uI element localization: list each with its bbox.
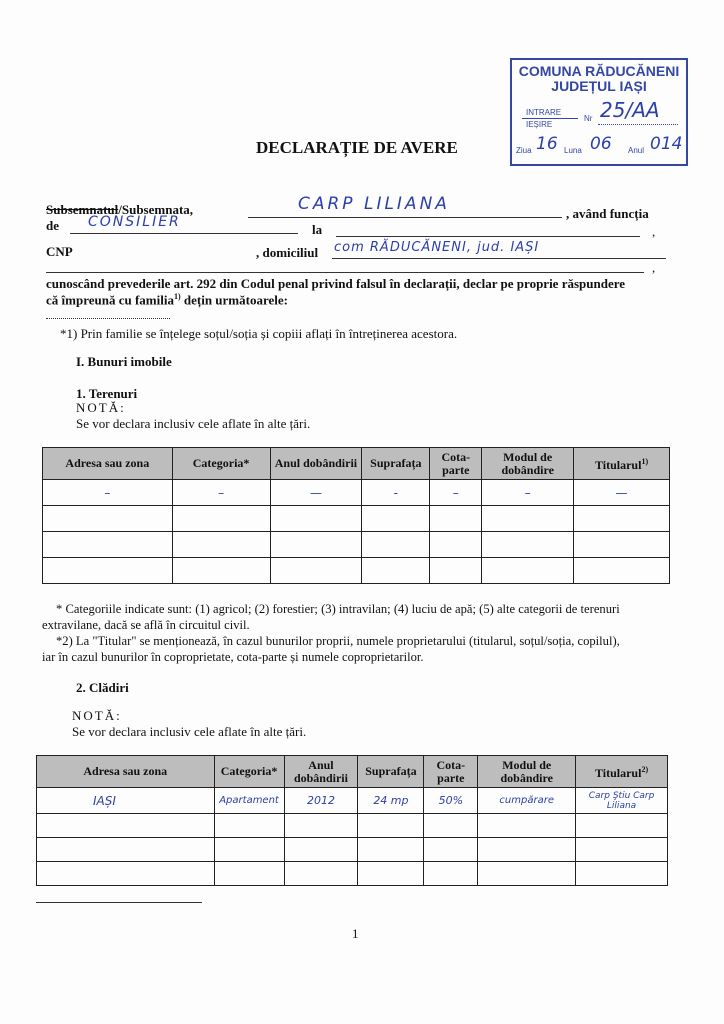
avand-functia-label: , având funcția: [566, 206, 649, 221]
table-cell: [362, 558, 430, 584]
table-cell: [574, 506, 670, 532]
table-cell: —: [270, 480, 362, 506]
stamp-luna-value: 06: [590, 134, 612, 154]
col-titular-sup: 2): [641, 765, 649, 774]
stamp-iesire: IEȘIRE: [526, 120, 553, 129]
table-cell: [358, 814, 424, 838]
col-titular-label: Titularul: [594, 766, 642, 780]
table-row: [43, 558, 670, 584]
table-cell: [214, 862, 284, 886]
cladiri-header-row: [37, 756, 668, 788]
terenuri-table: [42, 447, 670, 584]
table-cell: –: [430, 480, 482, 506]
table-cell: -: [362, 480, 430, 506]
de-label: de: [46, 218, 59, 233]
table-cell: 2012: [284, 788, 358, 814]
table-cell: [362, 532, 430, 558]
table-cell: –: [482, 480, 574, 506]
note-titular-1: *2) La "Titular" se menționează, în cazul bunurilor proprii, numele proprietarului (titularul, soțul/soția, copilul),: [56, 634, 620, 648]
table-cell: [430, 558, 482, 584]
subsemnata-label: /Subsemnata,: [118, 202, 194, 217]
terenuri-heading: 1. Terenuri: [76, 386, 138, 401]
table-cell: [270, 532, 362, 558]
col-modul: Modul de dobândire: [478, 756, 576, 788]
col-suprafata: Suprafața: [358, 756, 424, 788]
table-cell: 24 mp: [358, 788, 424, 814]
col-adresa: Adresa sau zona: [37, 756, 215, 788]
table-cell: Apartament: [214, 788, 284, 814]
table-cell: [43, 558, 173, 584]
terenuri-nota-text: Se vor declara inclusiv cele aflate în alte țări.: [76, 416, 311, 431]
note-categories-1: * Categoriile indicate sunt: (1) agricol; (2) forestier; (3) intravilan; (4) luciu de apă; (5) alte categorii de terenuri: [56, 602, 620, 616]
table-row: [37, 862, 668, 886]
col-cota: Cota-parte: [430, 448, 482, 480]
stamp-luna-label: Luna: [564, 146, 582, 155]
subsemnatul-struck: Subsemnatul: [46, 202, 119, 217]
footnote-separator: [36, 902, 202, 903]
table-cell: [576, 838, 668, 862]
table-cell: [270, 558, 362, 584]
table-cell: [43, 532, 173, 558]
table-cell: [482, 532, 574, 558]
cladiri-table: [36, 755, 668, 886]
table-cell: IAȘI: [37, 788, 215, 814]
col-cota: Cota-parte: [424, 756, 478, 788]
table-cell: [358, 838, 424, 862]
table-cell: [37, 814, 215, 838]
table-cell: [478, 862, 576, 886]
table-cell: [284, 862, 358, 886]
col-titular-sup: 1): [641, 457, 649, 466]
table-cell: [172, 558, 270, 584]
col-adresa: Adresa sau zona: [43, 448, 173, 480]
table-cell: cumpărare: [478, 788, 576, 814]
stamp-intrare: INTRARE: [526, 108, 562, 117]
domiciliul-value: com RĂDUCĂNENI, jud. IAȘI: [334, 240, 540, 255]
cunoscand-line1: cunoscând prevederile art. 292 din Codul penal privind falsul în declarații, declar pe proprie răspundere: [46, 276, 626, 291]
table-cell: [214, 814, 284, 838]
table-cell: [37, 862, 215, 886]
table-cell: –: [172, 480, 270, 506]
table-cell: [478, 838, 576, 862]
note-categories-2: extravilane, dacă se află în circuitul civil.: [42, 618, 250, 632]
table-cell: [430, 532, 482, 558]
stamp-ziua-label: Ziua: [516, 146, 532, 155]
col-titular: [576, 756, 668, 788]
table-row: [43, 506, 670, 532]
terenuri-header-row: [43, 448, 670, 480]
page-title: DECLARAȚIE DE AVERE: [256, 138, 458, 157]
col-titular-label: Titularul: [594, 458, 642, 472]
col-anul: Anul dobândirii: [284, 756, 358, 788]
table-cell: [270, 506, 362, 532]
table-cell: Carp Ştiu Carp Liliana: [576, 788, 668, 814]
comma-2: ,: [652, 260, 656, 275]
stamp-nr-label: Nr: [584, 114, 593, 123]
col-categoria: Categoria*: [214, 756, 284, 788]
table-cell: [214, 838, 284, 862]
domiciliul-label: , domiciliul: [256, 245, 319, 260]
stamp-nr-value: 25/AA: [600, 98, 660, 122]
col-titular: [574, 448, 670, 480]
table-cell: [424, 862, 478, 886]
table-cell: [284, 838, 358, 862]
table-cell: [43, 506, 173, 532]
section1-heading: I. Bunuri imobile: [76, 354, 172, 369]
table-cell: [430, 506, 482, 532]
cunoscand-line2-b: dețin următoarele:: [180, 292, 288, 308]
table-cell: [482, 506, 574, 532]
footnote-family: *1) Prin familie se înțelege soțul/soția și copiii aflați în întreținerea acestora.: [60, 326, 458, 341]
table-cell: [424, 814, 478, 838]
table-cell: [574, 532, 670, 558]
table-row: [37, 814, 668, 838]
cladiri-nota-text: Se vor declara inclusiv cele aflate în alte țări.: [72, 724, 307, 739]
cnp-label: CNP: [46, 244, 73, 259]
stamp-anul-label: Anul: [628, 146, 645, 155]
table-row: [43, 480, 670, 506]
stamp-ziua-value: 16: [536, 134, 558, 154]
stamp-line1: COMUNA RĂDUCĂNENI: [518, 63, 680, 79]
table-cell: [574, 558, 670, 584]
table-cell: —: [574, 480, 670, 506]
comma-1: ,: [652, 224, 656, 239]
name-value: CARP LILIANA: [298, 194, 450, 214]
table-cell: [362, 506, 430, 532]
table-cell: [424, 838, 478, 862]
terenuri-nota-label: NOTĂ:: [76, 400, 126, 415]
table-cell: [172, 506, 270, 532]
col-anul: Anul dobândirii: [270, 448, 362, 480]
page-number: 1: [352, 926, 359, 941]
col-modul: Modul de dobândire: [482, 448, 574, 480]
family-sup: 1): [173, 292, 181, 301]
table-row: [43, 532, 670, 558]
cladiri-nota-label: NOTĂ:: [72, 708, 122, 723]
col-suprafata: Suprafața: [362, 448, 430, 480]
table-cell: [576, 862, 668, 886]
table-cell: [482, 558, 574, 584]
table-cell: [172, 532, 270, 558]
table-cell: –: [43, 480, 173, 506]
table-cell: [284, 814, 358, 838]
note-titular-2: iar în cazul bunurilor în coproprietate, cota-parte și numele coproprietarilor.: [42, 650, 424, 664]
stamp-anul-value: 014: [650, 134, 683, 154]
cunoscand-line2: [46, 292, 288, 308]
table-cell: [576, 814, 668, 838]
table-cell: 50%: [424, 788, 478, 814]
functia-value: CONSILIER: [88, 214, 181, 230]
cladiri-heading: 2. Clădiri: [76, 680, 129, 695]
col-categoria: Categoria*: [172, 448, 270, 480]
table-cell: [478, 814, 576, 838]
registration-stamp: [510, 58, 688, 166]
table-row: [37, 788, 668, 814]
stamp-line2: JUDEȚUL IAȘI: [551, 78, 647, 94]
table-cell: [358, 862, 424, 886]
table-cell: [37, 838, 215, 862]
la-label: la: [312, 222, 323, 237]
cunoscand-line2-a: că împreună cu familia: [46, 292, 174, 308]
table-row: [37, 838, 668, 862]
